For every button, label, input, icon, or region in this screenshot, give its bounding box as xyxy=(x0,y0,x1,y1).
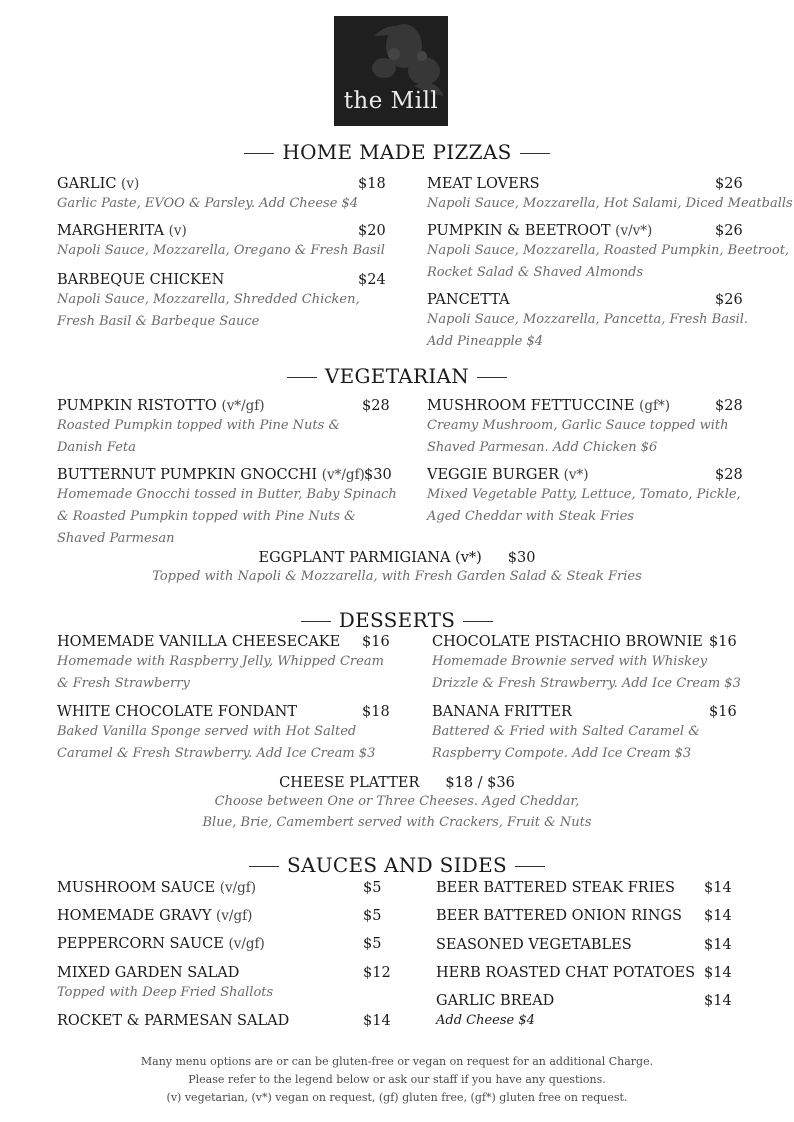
heading-text: HOME MADE PIZZAS xyxy=(282,140,512,164)
item-description: Topped with Napoli & Mozzarella, with Fresh Garden Salad & Steak Fries xyxy=(152,569,642,584)
item-description: Homemade with Raspberry Jelly, Whipped Cream xyxy=(57,654,384,669)
item-name: CHOCOLATE PISTACHIO BROWNIE xyxy=(432,634,703,650)
menu-item-garlic-bread xyxy=(436,993,554,1031)
item-name: BEER BATTERED STEAK FRIES xyxy=(436,880,675,896)
item-description: Napoli Sauce, Mozzarella, Pancetta, Fresh Basil. xyxy=(427,312,749,327)
item-name: MUSHROOM FETTUCCINE xyxy=(427,398,635,414)
item-tag: (v*) xyxy=(455,550,482,566)
item-price: $20 xyxy=(358,223,386,239)
item-price: $14 xyxy=(363,1013,391,1029)
item-name: EGGPLANT PARMIGIANA xyxy=(258,550,451,566)
logo xyxy=(334,16,448,126)
item-name: MUSHROOM SAUCE xyxy=(57,880,216,896)
item-price: $30 xyxy=(507,550,536,566)
heading-rule xyxy=(463,621,493,622)
heading-rule xyxy=(249,866,279,867)
item-price: $12 xyxy=(363,965,391,981)
item-price: $18 xyxy=(362,704,390,720)
item-price: $14 xyxy=(704,880,732,896)
menu-item-rocket-parmesan-salad xyxy=(57,1013,289,1029)
menu-item-mushroom-fettuccine xyxy=(427,398,729,458)
item-price: $18 / $36 xyxy=(445,775,515,791)
item-description: Creamy Mushroom, Garlic Sauce topped with xyxy=(427,418,729,433)
item-price: $28 xyxy=(715,398,743,414)
item-tag: (v/v*) xyxy=(615,223,653,239)
menu-item-pumpkin-ristotto xyxy=(57,398,340,458)
item-description: Napoli Sauce, Mozzarella, Hot Salami, Diced Meatballs xyxy=(427,196,793,211)
item-price: $28 xyxy=(362,398,390,414)
item-name: VEGGIE BURGER xyxy=(427,467,560,483)
item-description: Homemade Brownie served with Whiskey xyxy=(432,654,708,669)
menu-item-barbeque-chicken xyxy=(57,272,360,332)
menu-item-garlic xyxy=(57,176,358,214)
menu-item-banana-fritter xyxy=(432,704,700,764)
item-name: SEASONED VEGETABLES xyxy=(436,937,632,953)
item-name: GARLIC BREAD xyxy=(436,993,555,1009)
menu-item-veggie-burger xyxy=(427,467,741,527)
item-description: Caramel & Fresh Strawberry. Add Ice Cream $3 xyxy=(57,746,376,761)
menu-item-butternut-gnocchi xyxy=(57,467,397,549)
item-name: MIXED GARDEN SALAD xyxy=(57,965,240,981)
item-name: HERB ROASTED CHAT POTATOES xyxy=(436,965,696,981)
item-name: BEER BATTERED ONION RINGS xyxy=(436,908,682,924)
menu-item-mixed-garden-salad xyxy=(57,965,273,1003)
item-name: WHITE CHOCOLATE FONDANT xyxy=(57,704,298,720)
item-name: HOMEMADE GRAVY xyxy=(57,908,212,924)
item-description: Napoli Sauce, Mozzarella, Oregano & Fresh Basil xyxy=(57,243,385,258)
menu-item-steak-fries xyxy=(436,880,675,896)
item-description: Choose between One or Three Cheeses. Aged Cheddar, xyxy=(214,794,580,809)
item-name: PUMPKIN & BEETROOT xyxy=(427,223,611,239)
item-name: BUTTERNUT PUMPKIN GNOCCHI xyxy=(57,467,318,483)
heading-text: DESSERTS xyxy=(338,608,456,632)
item-name: PEPPERCORN SAUCE xyxy=(57,936,224,952)
item-price: $28 xyxy=(715,467,743,483)
item-price: $16 xyxy=(709,634,737,650)
item-description: Shaved Parmesan xyxy=(57,531,175,546)
section-heading-sides xyxy=(0,853,794,877)
item-tag: (v*/gf) xyxy=(221,398,265,414)
item-tag: (v*) xyxy=(563,467,589,483)
item-name: BARBEQUE CHICKEN xyxy=(57,272,225,288)
item-name: MARGHERITA xyxy=(57,223,165,239)
item-description: Add Pineapple $4 xyxy=(427,334,544,349)
item-price: $5 xyxy=(363,936,382,952)
footer-line: Please refer to the legend below or ask our staff if you have any questions. xyxy=(188,1073,606,1086)
item-description: Garlic Paste, EVOO & Parsley. Add Cheese $4 xyxy=(57,196,359,211)
menu-item-cheese-platter xyxy=(0,775,794,833)
heading-rule xyxy=(520,153,550,154)
dietary-legend xyxy=(0,1053,794,1107)
menu-item-white-chocolate-fondant xyxy=(57,704,375,764)
menu-item-pancetta xyxy=(427,292,748,352)
footer-line: (v) vegetarian, (v*) vegan on request, (gf) gluten free, (gf*) gluten free on request. xyxy=(166,1091,628,1104)
item-price: $5 xyxy=(363,880,382,896)
item-name: PUMPKIN RISTOTTO xyxy=(57,398,217,414)
menu-item-vanilla-cheesecake xyxy=(57,634,384,694)
item-price: $14 xyxy=(704,993,732,1009)
item-description: Add Cheese $4 xyxy=(436,1013,535,1028)
item-description: Drizzle & Fresh Strawberry. Add Ice Cream $3 xyxy=(432,676,741,691)
item-description: Aged Cheddar with Steak Fries xyxy=(427,509,634,524)
item-price: $18 xyxy=(358,176,386,192)
item-tag: (v) xyxy=(168,223,187,239)
item-description: Topped with Deep Fried Shallots xyxy=(57,985,274,1000)
section-heading-desserts xyxy=(0,608,794,632)
item-description: Battered & Fried with Salted Caramel & xyxy=(432,724,700,739)
item-tag: (gf*) xyxy=(639,398,671,414)
heading-text: VEGETARIAN xyxy=(324,364,470,388)
heading-rule xyxy=(244,153,274,154)
item-name: GARLIC xyxy=(57,176,117,192)
item-price: $14 xyxy=(704,965,732,981)
item-price: $26 xyxy=(715,176,743,192)
menu-item-pistachio-brownie xyxy=(432,634,741,694)
item-description: Raspberry Compote. Add Ice Cream $3 xyxy=(432,746,692,761)
item-price: $16 xyxy=(709,704,737,720)
item-description: & Fresh Strawberry xyxy=(57,676,190,691)
item-name: PANCETTA xyxy=(427,292,510,308)
item-price: $5 xyxy=(363,908,382,924)
item-description: Napoli Sauce, Mozzarella, Roasted Pumpkin, Beetroot, xyxy=(427,243,790,258)
menu-item-homemade-gravy xyxy=(57,908,252,924)
item-tag: (v/gf) xyxy=(228,936,265,952)
heading-rule xyxy=(301,621,331,622)
item-description: Blue, Brie, Camembert served with Crackers, Fruit & Nuts xyxy=(202,815,592,830)
item-description: Danish Feta xyxy=(57,440,136,455)
item-name: MEAT LOVERS xyxy=(427,176,540,192)
item-description: Roasted Pumpkin topped with Pine Nuts & xyxy=(57,418,341,433)
item-name: ROCKET & PARMESAN SALAD xyxy=(57,1013,290,1029)
item-price: $26 xyxy=(715,292,743,308)
menu-item-margherita xyxy=(57,223,385,261)
item-description: Rocket Salad & Shaved Almonds xyxy=(427,265,644,280)
menu-item-onion-rings xyxy=(436,908,682,924)
item-price: $24 xyxy=(358,272,386,288)
item-description: Homemade Gnocchi tossed in Butter, Baby Spinach xyxy=(57,487,397,502)
menu-item-seasoned-vegetables xyxy=(436,937,632,953)
menu-item-mushroom-sauce xyxy=(57,880,256,896)
item-tag: (v*/gf) xyxy=(321,467,365,483)
item-name: CHEESE PLATTER xyxy=(279,775,420,791)
item-price: $14 xyxy=(704,937,732,953)
heading-rule xyxy=(515,866,545,867)
item-description: & Roasted Pumpkin topped with Pine Nuts & xyxy=(57,509,356,524)
item-description: Shaved Parmesan. Add Chicken $6 xyxy=(427,440,658,455)
item-description: Fresh Basil & Barbeque Sauce xyxy=(57,314,260,329)
menu-item-chat-potatoes xyxy=(436,965,695,981)
item-description: Mixed Vegetable Patty, Lettuce, Tomato, Pickle, xyxy=(427,487,741,502)
item-price: $14 xyxy=(704,908,732,924)
menu-item-peppercorn-sauce xyxy=(57,936,265,952)
item-tag: (v) xyxy=(121,176,140,192)
item-tag: (v/gf) xyxy=(216,908,253,924)
item-description: Napoli Sauce, Mozzarella, Shredded Chicken, xyxy=(57,292,360,307)
item-price: $30 xyxy=(364,467,392,483)
footer-line: Many menu options are or can be gluten-free or vegan on request for an additional Charge. xyxy=(140,1055,654,1068)
item-description: Baked Vanilla Sponge served with Hot Salted xyxy=(57,724,357,739)
item-name: HOMEMADE VANILLA CHEESECAKE xyxy=(57,634,341,650)
heading-rule xyxy=(287,377,317,378)
heading-text: SAUCES AND SIDES xyxy=(286,853,508,877)
item-price: $16 xyxy=(362,634,390,650)
section-heading-vegetarian xyxy=(0,364,794,388)
item-name: BANANA FRITTER xyxy=(432,704,572,720)
item-tag: (v/gf) xyxy=(219,880,257,896)
heading-rule xyxy=(477,377,507,378)
item-price: $26 xyxy=(715,223,743,239)
logo-text: the Mill xyxy=(343,88,439,114)
menu-item-eggplant-parmigiana xyxy=(0,550,794,587)
section-heading-pizzas xyxy=(0,140,794,164)
